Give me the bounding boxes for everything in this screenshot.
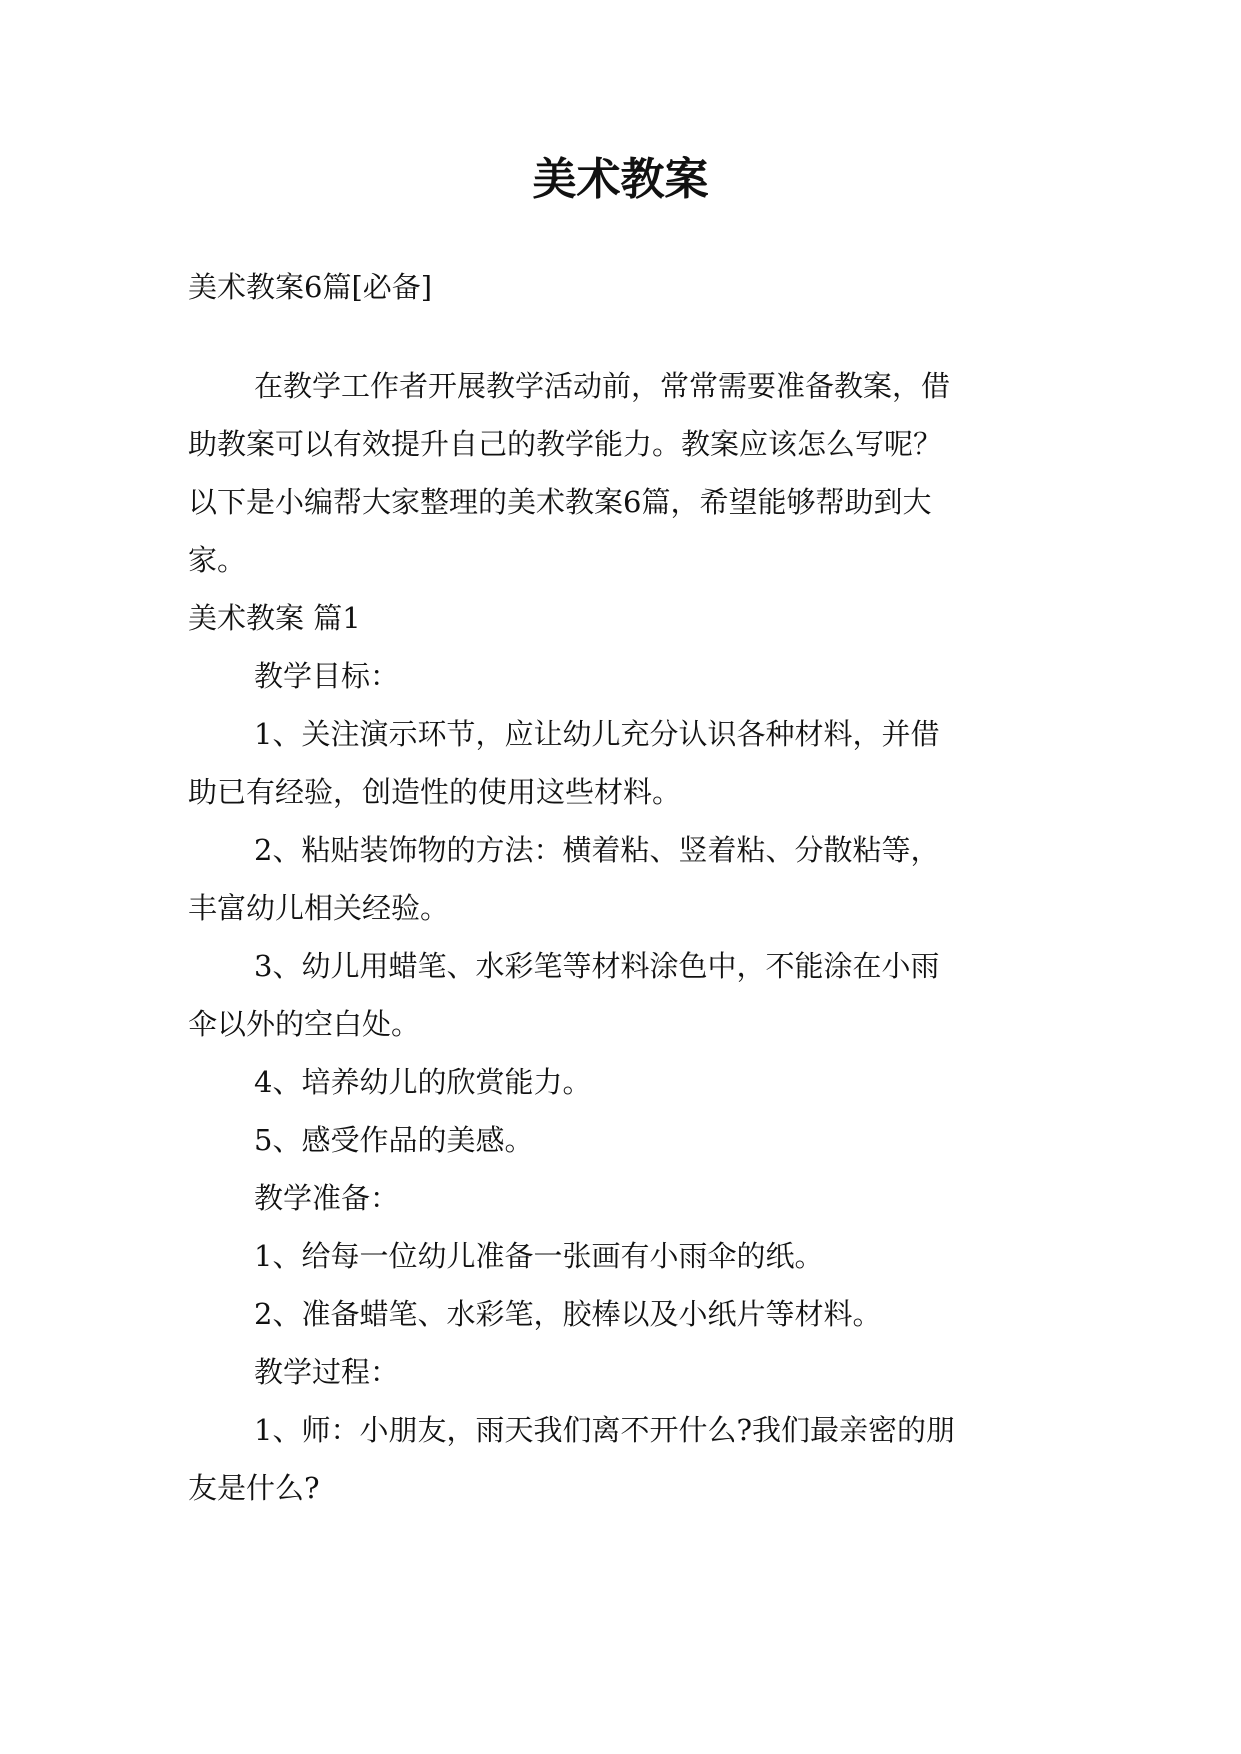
intro-line: 以下是小编帮大家整理的美术教案6篇，希望能够帮助到大 (188, 485, 932, 519)
section-heading: 美术教案 篇1 (188, 601, 361, 635)
body-line: 教学过程： (254, 1355, 400, 1389)
body-line: 伞以外的空白处。 (188, 1007, 421, 1041)
body-line: 助已有经验，创造性的使用这些材料。 (188, 775, 682, 809)
body-line: 丰富幼儿相关经验。 (188, 891, 450, 925)
body-line: 2、粘贴装饰物的方法：横着粘、竖着粘、分散粘等， (254, 833, 940, 867)
body-line: 4、培养幼儿的欣赏能力。 (254, 1065, 592, 1099)
body-line: 1、关注演示环节，应让幼儿充分认识各种材料，并借 (254, 717, 940, 751)
body-line: 5、感受作品的美感。 (254, 1123, 534, 1157)
document-subtitle: 美术教案6篇[必备] (188, 270, 433, 304)
body-line: 教学准备： (254, 1181, 400, 1215)
body-line: 1、给每一位幼儿准备一张画有小雨伞的纸。 (254, 1239, 824, 1273)
body-line: 教学目标： (254, 659, 400, 693)
body-line: 2、准备蜡笔、水彩笔，胶棒以及小纸片等材料。 (254, 1297, 882, 1331)
intro-line: 家。 (188, 543, 247, 577)
body-line: 1、师：小朋友，雨天我们离不开什么?我们最亲密的朋 (254, 1413, 955, 1447)
body-line: 3、幼儿用蜡笔、水彩笔等材料涂色中，不能涂在小雨 (254, 949, 940, 983)
body-line: 友是什么? (188, 1471, 320, 1505)
document-title: 美术教案 (532, 154, 709, 205)
intro-line: 助教案可以有效提升自己的教学能力。教案应该怎么写呢？ (188, 427, 943, 461)
intro-line: 在教学工作者开展教学活动前，常常需要准备教案，借 (254, 369, 951, 403)
